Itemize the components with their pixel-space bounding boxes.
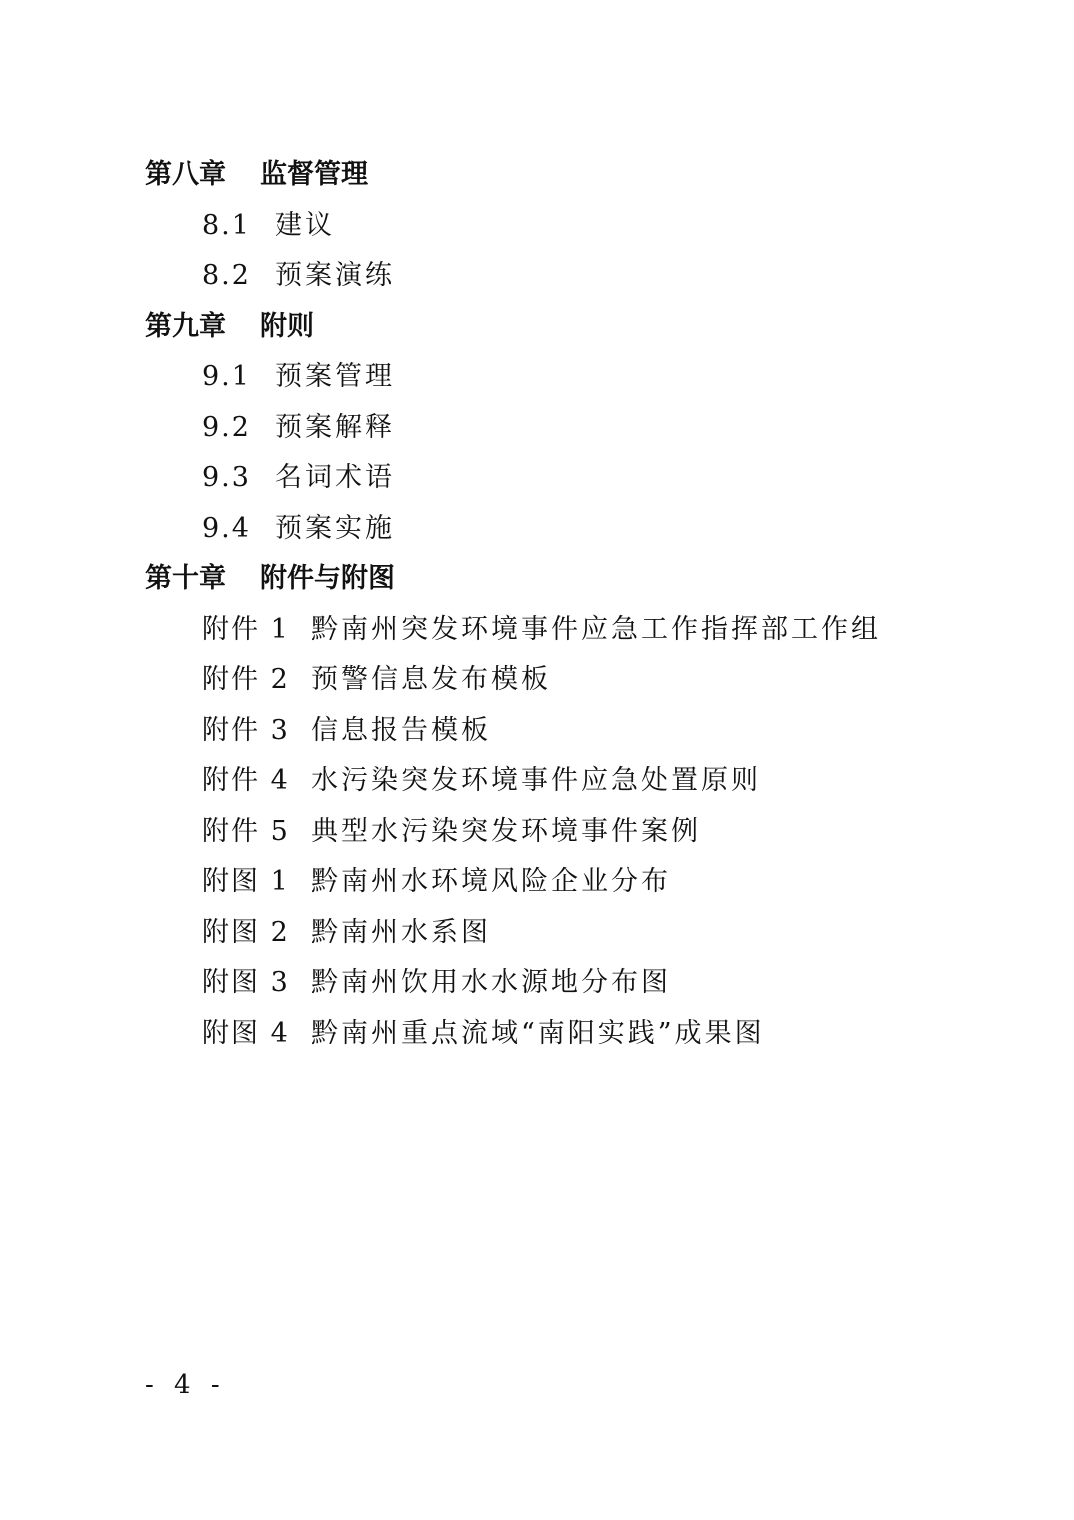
toc-section-9-4: [145, 504, 1005, 555]
section-number: 9.4: [202, 512, 251, 544]
attachment-title: 水污染突发环境事件应急处置原则: [311, 765, 761, 796]
toc-section-9-3: [145, 453, 1005, 504]
chapter-title: 附件与附图: [260, 563, 395, 594]
section-number: 9.2: [202, 411, 251, 443]
page-number: - 4 -: [145, 1370, 226, 1400]
toc-section-9-1: [145, 352, 1005, 403]
attachment-title: 信息报告模板: [311, 714, 491, 746]
section-title: 预案实施: [275, 512, 395, 544]
chapter-title: 附则: [260, 310, 314, 342]
figure-number: 附图 1: [202, 866, 290, 897]
toc-attachment-4: [145, 756, 1005, 807]
section-number: 8.1: [202, 209, 251, 241]
section-title: 名词术语: [275, 462, 395, 493]
figure-title: 黔南州饮用水水源地分布图: [311, 967, 671, 998]
attachment-title: 黔南州突发环境事件应急工作指挥部工作组: [311, 613, 881, 645]
figure-number: 附图 3: [202, 967, 290, 998]
toc-section-8-2: [145, 251, 1005, 302]
toc-figure-1: [145, 857, 1005, 908]
section-title: 预案管理: [275, 361, 395, 392]
section-number: 9.1: [202, 361, 251, 392]
chapter-title: 监督管理: [260, 159, 368, 190]
chapter-number: 第十章: [145, 563, 226, 594]
attachment-number: 附件 4: [202, 765, 290, 796]
toc-attachment-1: [145, 605, 1005, 656]
section-title: 预案演练: [275, 260, 395, 291]
attachment-number: 附件 1: [202, 613, 290, 645]
toc-figure-4: [145, 1009, 1005, 1060]
attachment-number: 附件 5: [202, 815, 290, 847]
attachment-number: 附件 2: [202, 664, 290, 695]
figure-title: 黔南州水系图: [311, 916, 491, 948]
section-number: 9.3: [202, 462, 251, 493]
toc-attachment-2: [145, 655, 1005, 706]
chapter-number: 第九章: [145, 310, 226, 342]
section-title: 建议: [275, 209, 335, 241]
toc-figure-2: [145, 908, 1005, 959]
figure-title: 黔南州水环境风险企业分布: [311, 866, 671, 897]
attachment-title: 典型水污染突发环境事件案例: [311, 815, 701, 847]
attachment-number: 附件 3: [202, 714, 290, 746]
toc-figure-3: [145, 958, 1005, 1009]
toc-section-9-2: [145, 403, 1005, 454]
chapter-number: 第八章: [145, 159, 226, 190]
toc-chapter-10: [145, 554, 1005, 605]
toc-chapter-8: [145, 150, 1005, 201]
figure-number: 附图 2: [202, 916, 290, 948]
figure-number: 附图 4: [202, 1017, 290, 1049]
table-of-contents: [145, 150, 1005, 1059]
figure-title: 黔南州重点流域“南阳实践”成果图: [311, 1017, 765, 1049]
toc-attachment-3: [145, 706, 1005, 757]
toc-section-8-1: [145, 201, 1005, 252]
attachment-title: 预警信息发布模板: [311, 664, 551, 695]
section-number: 8.2: [202, 260, 251, 291]
toc-chapter-9: [145, 302, 1005, 353]
toc-attachment-5: [145, 807, 1005, 858]
section-title: 预案解释: [275, 411, 395, 443]
